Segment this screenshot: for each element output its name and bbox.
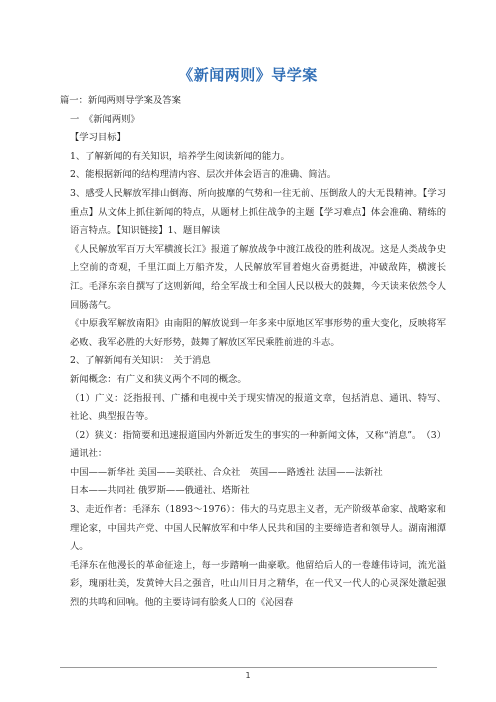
source-line: 篇一：新闻两则导学案及答案 [60, 95, 181, 106]
document-body [60, 92, 446, 613]
title-interpretation-paragraph-2: 《中原我军解放南阳》由南阳的解放说到一年多来中原地区军事形势的重大变化，反映将军必败、我军必胜的大好形势，鼓舞了解放区军民乘胜前进的斗志。 [70, 318, 446, 348]
news-agencies-line-2: 日本——共同社 俄罗斯——俄通社、塔斯社 [70, 485, 250, 497]
author-poetry: 毛泽东在他漫长的革命征途上，每一步踏响一曲豪歌。他留给后人的一卷雄伟诗词，流光溢彩，瑰丽壮美，发黄钟大吕之强音，吐山川日月之精华，在一代又一代人的心灵深处激起强烈的共鸣和回响。他的主要诗词有脍炙人口的《沁园春 [70, 559, 446, 609]
news-knowledge-heading: 2、了解新闻有关知识： 关于消息 [70, 355, 211, 367]
section-heading: 一 《新闻两则》 [70, 113, 140, 125]
learning-goals-heading: 【学习目标】 [70, 132, 126, 144]
goal-1: 1、了解新闻的有关知识，培养学生阅读新闻的能力。 [70, 150, 290, 162]
news-agencies-line-1: 中国——新华社 美国——美联社、合众社 英国——路透社 法国——法新社 [70, 466, 383, 478]
footer-divider [60, 667, 437, 668]
broad-definition: （1）广义：泛指报刊、广播和电视中关于现实情况的报道文章，包括消息、通讯、特写、社论、典型报告等。 [70, 392, 446, 423]
author-intro: 3、走近作者：毛泽东（1893～1976）：伟大的马克思主义者，无产阶级革命家、战略家和理论家，中国共产党、中国人民解放军和中华人民共和国的主要缔造者和领导人。湖南湘潭人。 [70, 504, 446, 553]
narrow-definition: （2）狭义：指简要和迅速报道国内外新近发生的事实的一种新闻文体，又称“消息”。 （3）通讯社： [70, 429, 446, 460]
goal-2: 2、能根据新闻的结构理清内容、层次并体会语言的准确、简洁。 [70, 169, 337, 181]
goal-3-and-key-points: 3、感受人民解放军排山倒海、所向披靡的气势和一往无前、压倒敌人的大无畏精神。【学习重点】从文体上抓住新闻的特点，从题材上抓住战争的主题【学习难点】体会准确、精练的语言特点。【知识链接】1、题目解读 [70, 187, 446, 237]
document-title: 《新闻两则》导学案 [178, 66, 318, 84]
title-interpretation-paragraph-1: 《人民解放军百万大军横渡长江》报道了解放战争中渡江战役的胜利战况。这是人类战争史上空前的奇观，千里江面上万船齐发，人民解放军冒着炮火奋勇挺进，冲破敌阵，横渡长江。毛泽东亲自撰写了这则新闻，给全军战士和全国人民以极大的鼓舞，今天读来依然令人回肠荡气。 [70, 243, 446, 311]
page-number: 1 [245, 671, 251, 680]
news-concept: 新闻概念：有广义和狭义两个不同的概念。 [70, 373, 247, 385]
